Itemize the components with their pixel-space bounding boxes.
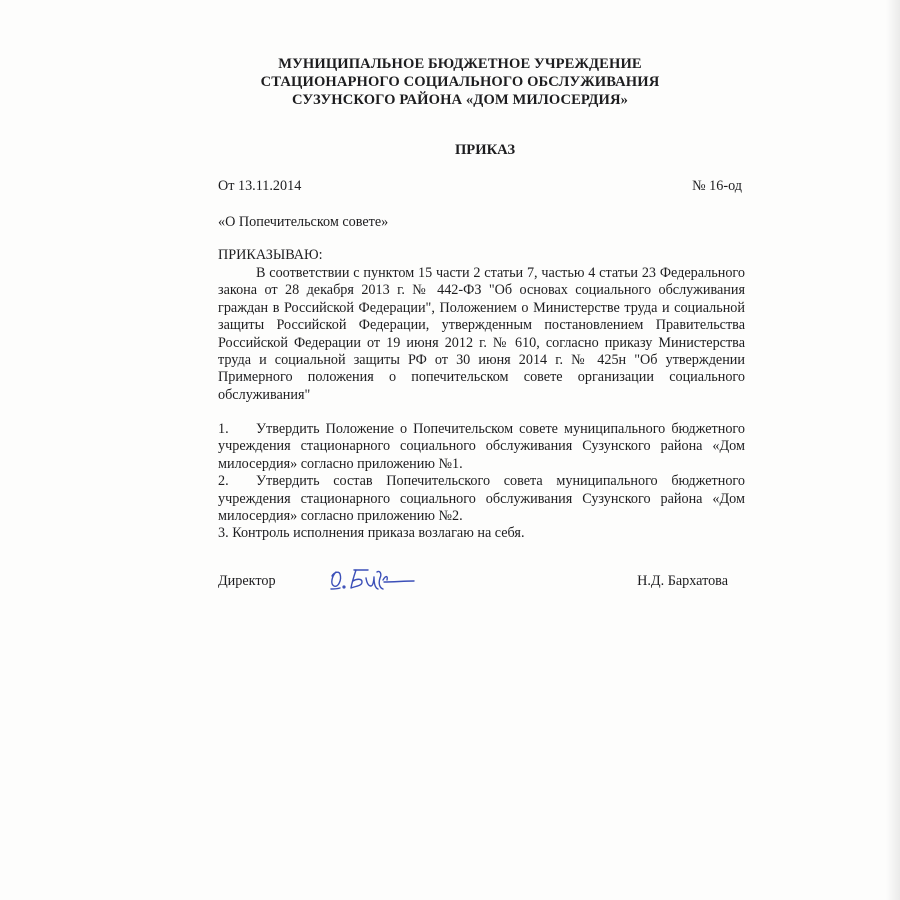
document-title: ПРИКАЗ bbox=[454, 142, 516, 158]
order-item bbox=[218, 421, 745, 473]
document-number: № 16-од bbox=[692, 178, 742, 194]
header-line-3: СУЗУНСКОГО РАЙОНА «ДОМ МИЛОСЕРДИЯ» bbox=[291, 92, 629, 108]
item-text: Утвердить Положение о Попечительском совете муниципального бюджетного учреждения стационарного социального обслуживания Сузунского района «Дом милосердия» согласно приложению №1. bbox=[218, 421, 745, 472]
organization-header bbox=[240, 55, 680, 109]
signatory-name: Н.Д. Бархатова bbox=[637, 573, 728, 589]
document-subject: «О Попечительском совете» bbox=[218, 214, 389, 230]
order-items-list bbox=[218, 421, 745, 543]
item-number: 2. bbox=[218, 473, 229, 490]
document-date: От 13.11.2014 bbox=[218, 178, 302, 194]
order-item bbox=[218, 473, 745, 525]
page-edge-shadow bbox=[886, 0, 900, 900]
order-item bbox=[218, 525, 745, 542]
item-number: 1. bbox=[218, 421, 229, 437]
item-text: Утвердить состав Попечительского совета муниципального бюджетного учреждения стационарного социального обслуживания Сузунского района «Дом милосердия» согласно приложению №2. bbox=[218, 473, 745, 525]
signatory-position: Директор bbox=[218, 573, 276, 589]
item-number: 3. bbox=[218, 525, 229, 542]
order-heading: ПРИКАЗЫВАЮ: bbox=[218, 247, 323, 263]
handwritten-signature bbox=[322, 562, 422, 598]
header-line-1: МУНИЦИПАЛЬНОЕ БЮДЖЕТНОЕ УЧРЕЖДЕНИЕ bbox=[278, 56, 642, 72]
header-line-2: СТАЦИОНАРНОГО СОЦИАЛЬНОГО ОБСЛУЖИВАНИЯ bbox=[260, 74, 660, 90]
preamble-paragraph: В соответствии с пунктом 15 части 2 статьи 7, частью 4 статьи 23 Федерального закона от 28 декабря 2013 г. № 442-ФЗ "Об основах социального обслуживания граждан в Российской Федерации", Положением о Министерстве труда и социальной защиты Российской Федерации, утвержденным постановлением Правительства Российской Федерации от 19 июня 2012 г. № 610, согласно приказу Министерства труда и социальной защиты РФ от 30 июня 2014 г. № 425н "Об утверждении Примерного положения о попечительском совете организации социального обслуживания" bbox=[218, 265, 745, 403]
item-text: Контроль исполнения приказа возлагаю на себя. bbox=[232, 525, 525, 542]
